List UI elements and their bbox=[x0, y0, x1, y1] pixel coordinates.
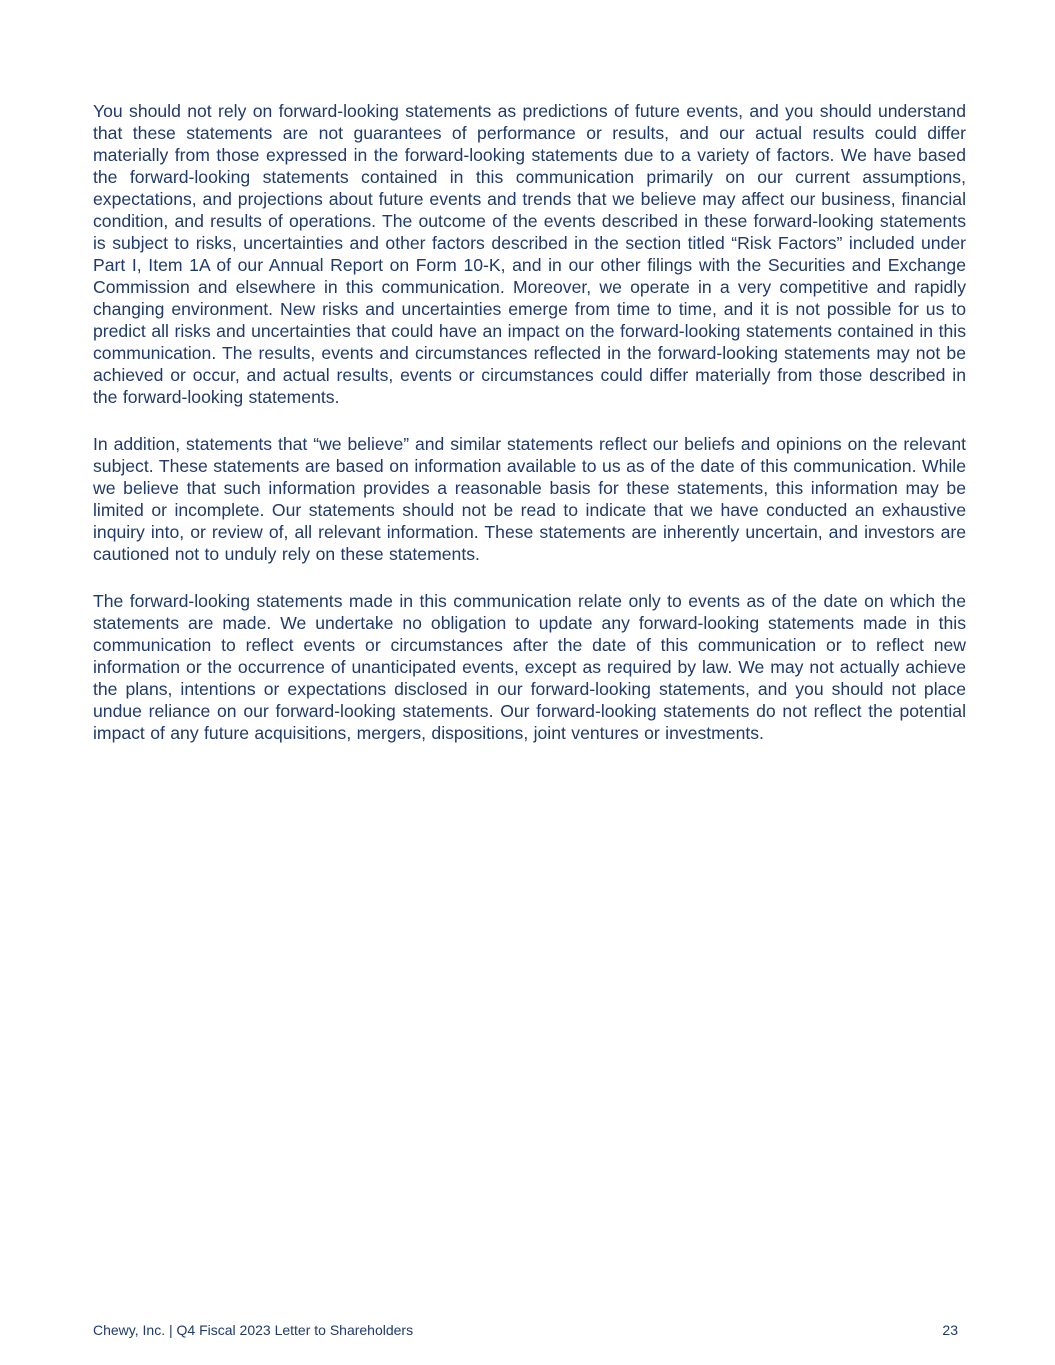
page-footer bbox=[93, 1320, 958, 1340]
page-number: 23 bbox=[942, 1322, 958, 1338]
document-body bbox=[93, 100, 966, 769]
paragraph-no-obligation-update: The forward-looking statements made in this communication relate only to events as of the date on which the statements are made. We undertake no obligation to update any forward-looking statements made in this communication to reflect events or circumstances after the date of this communication or to reflect new information or the occurrence of unanticipated events, except as required by law. We may not actually achieve the plans, intentions or expectations disclosed in our forward-looking statements, and you should not place undue reliance on our forward-looking statements. Our forward-looking statements do not reflect the potential impact of any future acquisitions, mergers, dispositions, joint ventures or investments. bbox=[93, 591, 966, 743]
paragraph-forward-looking-reliance: You should not rely on forward-looking statements as predictions of future events, and you should understand that these statements are not guarantees of performance or results, and our actual results could differ materially from those expressed in the forward-looking statements due to a variety of factors. We have based the forward-looking statements contained in this communication primarily on our current assumptions, expectations, and projections about future events and trends that we believe may affect our business, financial condition, and results of operations. The outcome of the events described in these forward-looking statements is subject to risks, uncertainties and other factors described in the section titled “Risk Factors” included under Part I, Item 1A of our Annual Report on Form 10-K, and in our other filings with the Securities and Exchange Commission and elsewhere in this communication. Moreover, we operate in a very competitive and rapidly changing environment. New risks and uncertainties emerge from time to time, and it is not possible for us to predict all risks and uncertainties that could have an impact on the forward-looking statements contained in this communication. The results, events and circumstances reflected in the forward-looking statements may not be achieved or occur, and actual results, events or circumstances could differ materially from those described in the forward-looking statements. bbox=[93, 101, 966, 407]
footer-document-title: Chewy, Inc. | Q4 Fiscal 2023 Letter to Shareholders bbox=[93, 1322, 414, 1338]
paragraph-beliefs-statements: In addition, statements that “we believe” and similar statements reflect our beliefs and opinions on the relevant subject. These statements are based on information available to us as of the date of this communication. While we believe that such information provides a reasonable basis for these statements, this information may be limited or incomplete. Our statements should not be read to indicate that we have conducted an exhaustive inquiry into, or review of, all relevant information. These statements are inherently uncertain, and investors are cautioned not to unduly rely on these statements. bbox=[93, 434, 966, 564]
